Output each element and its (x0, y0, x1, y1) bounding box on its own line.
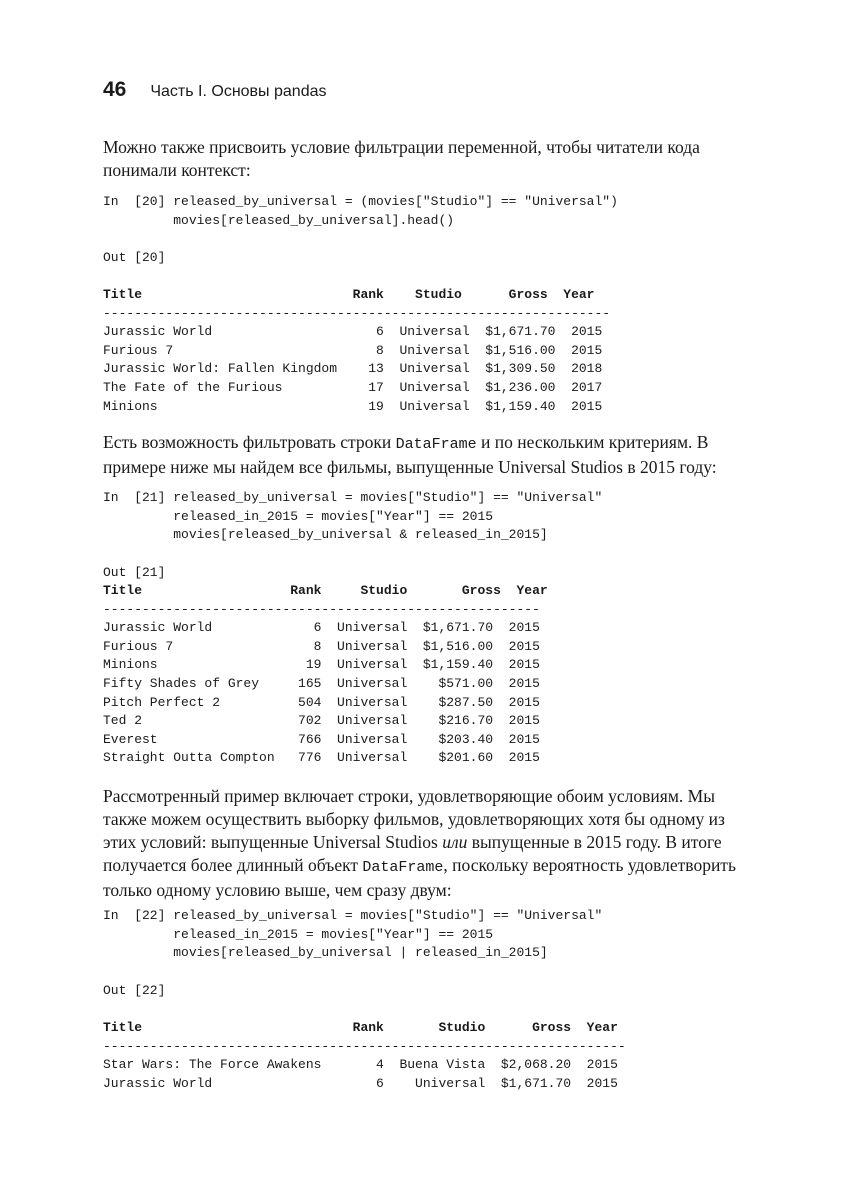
table-row: The Fate of the Furious 17 Universal $1,236.00 2017 (103, 379, 603, 395)
table-header: Title Rank Studio Gross Year (103, 1020, 618, 1035)
table-header: Title Rank Studio Gross Year (103, 583, 548, 598)
table-row: Jurassic World 6 Universal $1,671.70 2015 (103, 1075, 618, 1091)
paragraph-2 (103, 431, 749, 479)
table-row: Jurassic World: Fallen Kingdom 13 Universal $1,309.50 2018 (103, 361, 603, 377)
table-row: Jurassic World 6 Universal $1,671.70 2015 (103, 620, 540, 636)
table-rule: ----------------------------------------------------------------- (103, 305, 611, 321)
paragraph-text: Рассмотренный пример включает строки, удовлетворяющие обоим условиям. Мы также можем осуществить выборку фильмов, удовлетворяющих хотя бы одному из этих условий: выпущенные Universal Studios (103, 786, 725, 852)
table-row: Furious 7 8 Universal $1,516.00 2015 (103, 342, 603, 358)
paragraph-text: Есть возможность фильтровать строки (103, 432, 396, 452)
inline-code: DataFrame (362, 859, 444, 876)
page-number: 46 (103, 78, 127, 101)
paragraph-3 (103, 785, 749, 902)
page-header (103, 78, 326, 102)
table-row: Ted 2 702 Universal $216.70 2015 (103, 713, 540, 729)
code-input-22: In [22] released_by_universal = movies["Studio"] == "Universal" released_in_2015 = movies["Year"] == 2015 movies[released_by_universal | released_in_2015] (103, 908, 603, 961)
table-header: Title Rank Studio Gross Year (103, 287, 595, 302)
output-table-20 (103, 286, 610, 416)
paragraph-text: выпущенные в 2015 году. В итоге получается более длинный объект (103, 832, 722, 875)
output-label-20: Out [20] (103, 250, 166, 265)
inline-code: DataFrame (395, 436, 477, 453)
output-label-22: Out [22] (103, 983, 166, 998)
table-row: Jurassic World 6 Universal $1,671.70 2015 (103, 324, 603, 340)
paragraph-text: и по нескольким критериям. В примере ниже мы найдем все фильмы, выпущенные Universal Studios в 2015 году: (103, 432, 717, 477)
paragraph-text: , поскольку вероятность удовлетворить только одному условию выше, чем сразу двум: (103, 855, 736, 900)
code-input-21: In [21] released_by_universal = movies["Studio"] == "Universal" released_in_2015 = movies["Year"] == 2015 movies[released_by_universal & released_in_2015] (103, 490, 603, 543)
table-row: Furious 7 8 Universal $1,516.00 2015 (103, 638, 540, 654)
table-row: Star Wars: The Force Awakens 4 Buena Vista $2,068.20 2015 (103, 1057, 618, 1073)
table-row: Minions 19 Universal $1,159.40 2015 (103, 657, 540, 673)
running-head: Часть I. Основы pandas (150, 83, 327, 100)
output-table-21 (103, 582, 548, 768)
table-row: Everest 766 Universal $203.40 2015 (103, 731, 540, 747)
paragraph-1 (103, 136, 749, 182)
paragraph-text: Можно также присвоить условие фильтрации переменной, чтобы читатели кода понимали контекст: (103, 137, 700, 180)
output-label-21: Out [21] (103, 565, 166, 580)
table-rule: -------------------------------------------------------- (103, 601, 540, 617)
table-row: Pitch Perfect 2 504 Universal $287.50 2015 (103, 694, 540, 710)
emphasis-text: или (442, 832, 468, 852)
table-rule: ------------------------------------------------------------------- (103, 1038, 626, 1054)
table-row: Minions 19 Universal $1,159.40 2015 (103, 398, 603, 414)
code-input-20: In [20] released_by_universal = (movies["Studio"] == "Universal") movies[released_by_universal].head() (103, 194, 618, 228)
table-row: Straight Outta Compton 776 Universal $201.60 2015 (103, 750, 540, 766)
table-row: Fifty Shades of Grey 165 Universal $571.00 2015 (103, 675, 540, 691)
output-table-22 (103, 1019, 626, 1093)
